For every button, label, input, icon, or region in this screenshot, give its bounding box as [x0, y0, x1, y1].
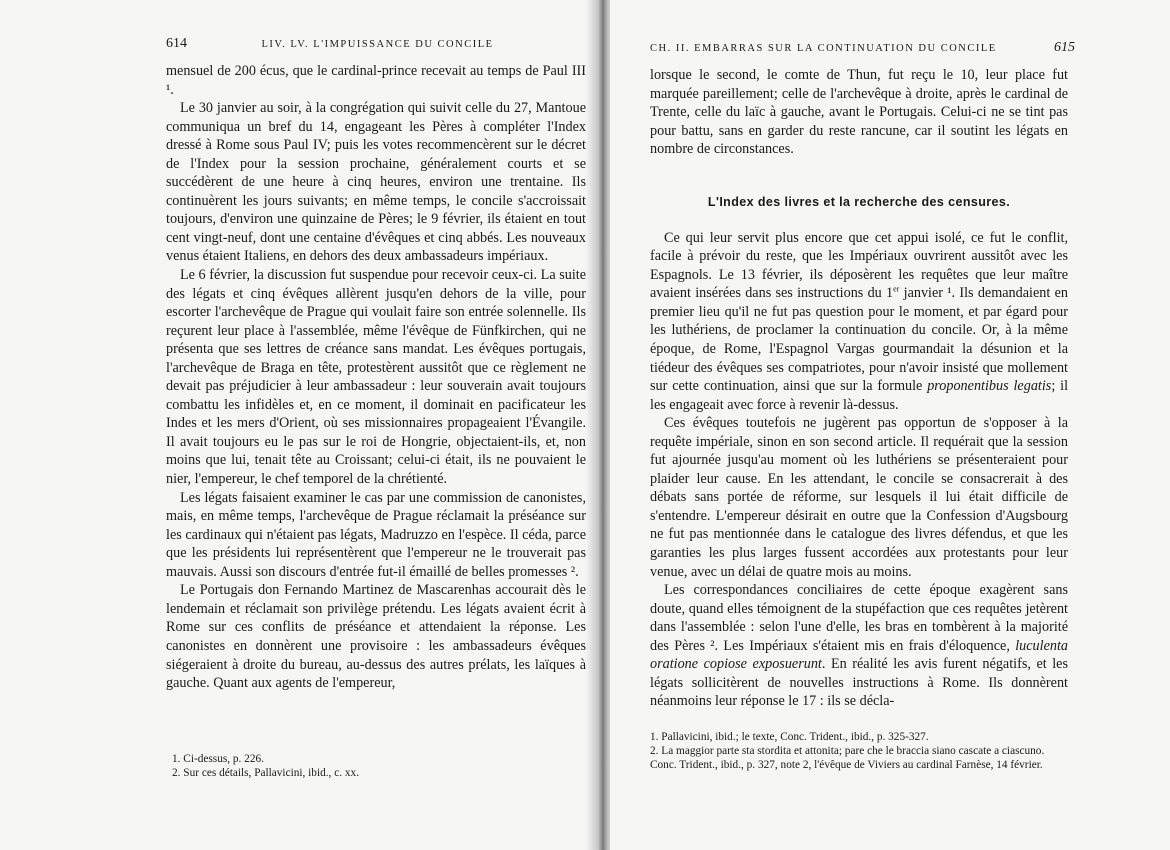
left-body-text — [166, 62, 586, 693]
right-intro-paragraph: lorsque le second, le comte de Thun, fut reçu le 10, leur place fut marquée pareillement; celle de l'archevêque à droite, après le cardinal de Trente, celle du laïc à gauche, avant le Portugais. Celui-ci ne se tint pas pour battu, sans en garder du reste rancune, car il soutint les légats en nombre de circonstances. — [650, 67, 1068, 158]
left-footnote: 1. Ci-dessus, p. 226. — [172, 753, 264, 765]
left-footnotes — [172, 752, 592, 780]
right-footnote: 2. La maggior parte sta stordita et attonita; pare che le braccia siano cascate a ciascuno. Conc. Trident., ibid., p. 327, note 2, l'évêque de Viviers au cardinal Farnèse, 14 février. — [650, 745, 1045, 771]
left-paragraph: Le Portugais don Fernando Martinez de Mascarenhas accourait dès le lendemain et réclamait son privilège prétendu. Les légats avaient écrit à Rome sur ces conflits de préséance et attendaient la réponse. Les canonistes en donnèrent une provisoire : les ambassadeurs évêques siégeraient à droite du bureau, au-dessus des autres prélats, les laïques à gauche. Quant aux agents de l'empereur, — [166, 582, 586, 692]
left-running-head — [166, 36, 588, 52]
left-paragraph: Le 6 février, la discussion fut suspendue pour recevoir ceux-ci. La suite des légats et cinq évêques allèrent jusqu'en dehors de la ville, pour escorter l'archevêque de Prague qui voulait faire son entrée solennelle. Ils reçurent leur place à l'assemblée, même l'évêque de Fünfkirchen, qui ne présenta que ses lettres de créance sans mandat. Les évêques portugais, l'archevêque de Braga en tête, protestèrent aussitôt que ce règlement ne devait pas préjudicier à leur ambassadeur : leur souverain avait toujours combattu les infidèles et, en ce moment, il dominait en pacificateur les Indes et les mers d'Orient, où ses missionnaires propageaient l'Évangile. Il avait toujours eu le pas sur le roi de Hongrie, objectaient-ils, et, non moins que lui, tenait tête au Croissant; celui-ci était, ils ne pouvaient le nier, l'empereur, le chef temporel de la chrétienté. — [166, 267, 586, 488]
right-footnote: 1. Pallavicini, ibid.; le texte, Conc. Trident., ibid., p. 325-327. — [650, 731, 929, 743]
left-paragraph: Le 30 janvier au soir, à la congrégation qui suivit celle du 27, Mantoue communiqua un bref du 14, engageant les Pères à compléter l'Index dressé à Rome sous Paul IV; puis les votes recommencèrent sur le décret de l'Index pour la session prochaine, généralement courts et se succédèrent de une heure à cinq heures, environ une trentaine. Ils continuèrent les jours suivants; en même temps, le concile s'accroissait toujours, d'environ une quinzaine de Pères; le 9 février, ils étaient en tout cent vingt-neuf, dont une centaine d'évêques et cinq abbés. Les nouveaux venus étaient Italiens, en dehors des deux ambassadeurs impériaux. — [166, 100, 586, 265]
right-page — [610, 0, 1170, 850]
right-body-text — [650, 66, 1068, 711]
right-footnotes — [650, 730, 1068, 772]
right-running-title: CH. II. EMBARRAS SUR LA CONTINUATION DU CONCILE — [650, 43, 997, 54]
right-paragraph: Ces évêques toutefois ne jugèrent pas opportun de s'opposer à la requête impériale, sinon en son second article. Il requérait que la session fut ajournée jusqu'au moment où les luthériens se présenteraient pour plaider leur cause. En les attendant, le concile se consacrerait à des débats sans portée de réforme, sur lesquels il lui était difficile de s'entendre. L'empereur désirait en outre que la Confession d'Augsbourg ne fut pas mentionnée dans le catalogue des livres défendus, et que les garanties les plus larges fussent accordées aux protestants pour leur venue, avec un délai de quatre mois au moins. — [650, 415, 1068, 580]
left-paragraph: Les légats faisaient examiner le cas par une commission de canonistes, mais, en même temps, l'archevêque de Prague réclamait la préséance sur les cardinaux qui n'étaient pas légats, Madruzzo en l'espèce. Il céda, parce que les présidents lui représentèrent que l'empereur ne le trouverait pas mauvais. Aussi son discours d'entrée fut-il émaillé de belles promesses ². — [166, 489, 586, 580]
right-paragraph: Les correspondances conciliaires de cette époque exagèrent sans doute, quand elles témoignent de la stupéfaction que ces requêtes jetèrent dans l'assemblée : selon l'une d'elle, les bras en tombèrent à la majorité des Pères ². Les Impériaux s'étaient mis en frais d'éloquence, luculenta oratione copiose exposuerunt. En réalité les avis furent négatifs, et les légats sollicitèrent de nouvelles instructions à Rome. Ils donnèrent néanmoins leur réponse le 17 : ils se décla- — [650, 582, 1068, 710]
right-page-number: 615 — [1054, 40, 1075, 55]
left-page-number: 614 — [166, 36, 187, 51]
left-running-title: LIV. LV. L'IMPUISSANCE DU CONCILE — [261, 39, 494, 50]
section-heading: L'Index des livres et la recherche des censures. — [707, 194, 1011, 209]
left-footnote: 2. Sur ces détails, Pallavicini, ibid., c. xx. — [172, 767, 359, 779]
right-running-head — [650, 40, 1075, 56]
right-paragraph: Ce qui leur servit plus encore que cet appui isolé, ce fut le conflit, facile à prévoir du reste, que les Impériaux ouvrirent aussitôt avec les Espagnols. Le 13 février, ils déposèrent les requêtes que leur maître avaient insérées dans ses instructions du 1er janvier ¹. Ils demandaient en premier lieu qu'il ne fut pas question pour le moment, et par égard pour les luthériens, de proclamer la continuation du concile. Or, à la même époque, de Rome, l'Espagnol Vargas gourmandait la désunion et la tiédeur des évêques ses compatriotes, pour n'avoir insisté que mollement sur cette continuation, ainsi que sur la formule proponentibus legatis; il les engageait avec force à revenir là-dessus. — [650, 229, 1069, 413]
left-paragraph: mensuel de 200 écus, que le cardinal-prince recevait au temps de Paul III ¹. — [166, 63, 586, 98]
